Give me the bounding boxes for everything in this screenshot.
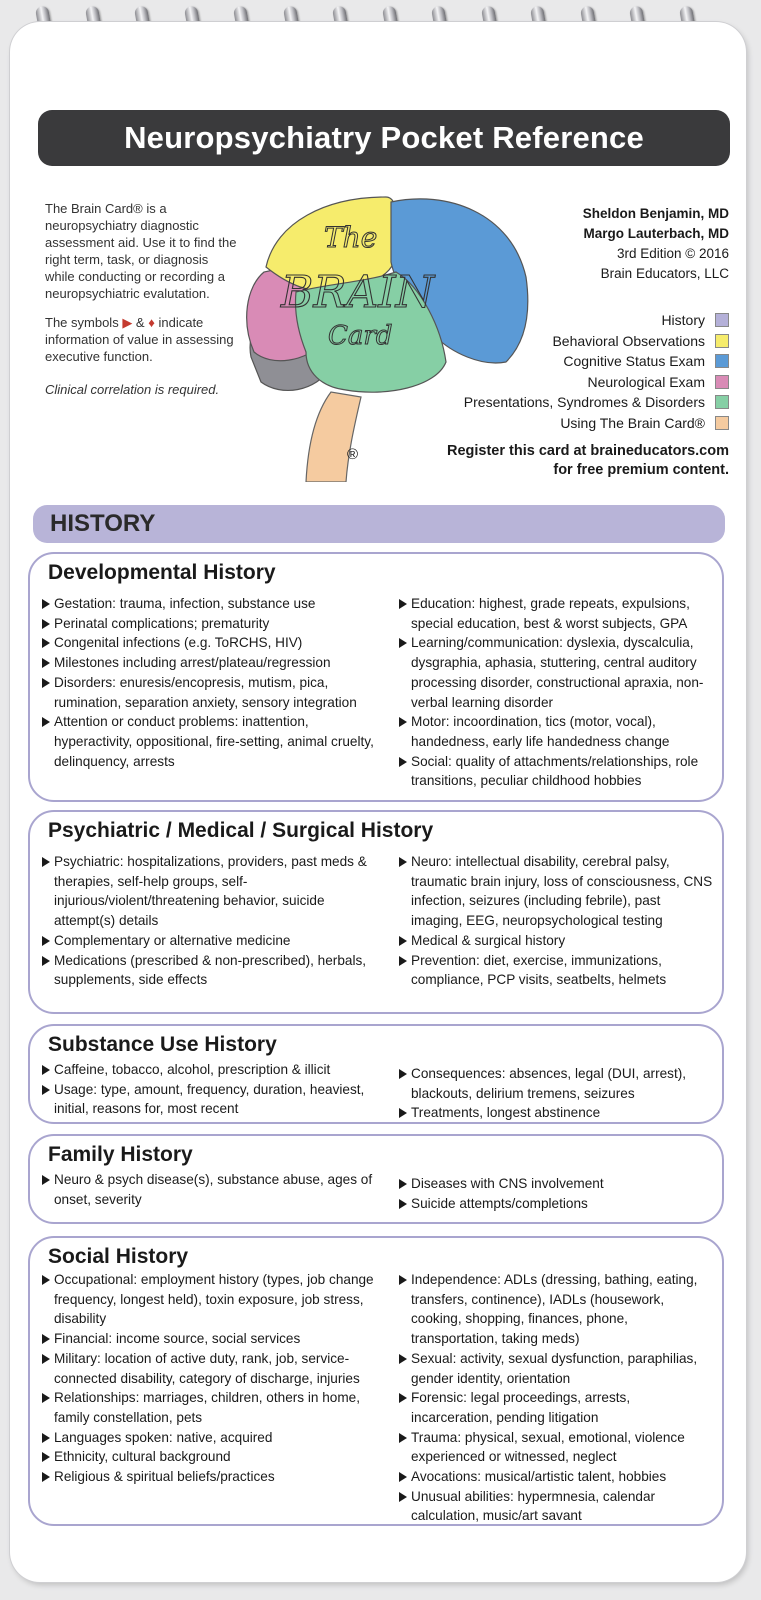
swatch-icon	[715, 313, 729, 327]
list-item: Prevention: diet, exercise, immunizations, compliance, PCP visits, seatbelts, helmets	[397, 951, 714, 990]
list-left	[40, 1060, 397, 1123]
list-item: Learning/communication: dyslexia, dyscalculia, dysgraphia, aphasia, stuttering, central auditory processing disorder, constructional apraxia, non-verbal learning disorder	[397, 633, 714, 712]
list-item: Medications (prescribed & non-prescribed), herbals, supplements, side effects	[40, 951, 385, 990]
list-item: Perinatal complications; prematurity	[40, 614, 385, 634]
list-right	[397, 594, 714, 791]
legend-behavioral: Behavioral Observations	[409, 331, 729, 352]
list-right	[397, 1060, 714, 1123]
list-item: Sexual: activity, sexual dysfunction, paraphilias, gender identity, orientation	[397, 1349, 714, 1388]
registered-mark: ®	[347, 446, 359, 463]
brain-logo-text-3: Card	[328, 321, 393, 351]
register-note: Register this card at braineducators.com for free premium content.	[446, 443, 729, 478]
social-history-box	[28, 1236, 724, 1526]
legend-neuro: Neurological Exam	[409, 372, 729, 393]
list-item: Caffeine, tobacco, alcohol, prescription & illicit	[40, 1060, 385, 1080]
intro-symbols: The symbols ▶ & ♦ indicate information of value in assessing executive function.	[45, 315, 234, 364]
list-item: Attention or conduct problems: inattention, hyperactivity, oppositional, fire-setting, animal cruelty, delinquency, arrests	[40, 712, 385, 771]
substance-history-box	[28, 1024, 724, 1124]
author-2: Margo Lauterbach, MD	[583, 226, 729, 241]
list-item: Consequences: absences, legal (DUI, arrest), blackouts, delirium tremens, seizures	[397, 1064, 714, 1103]
legend-presentations: Presentations, Syndromes & Disorders	[409, 392, 729, 413]
list-right	[397, 1170, 714, 1213]
list-item: Independence: ADLs (dressing, bathing, eating, transfers, continence), IADLs (housework, cooking, shopping, finances, phone, transportation, taking meds)	[397, 1270, 714, 1349]
legend-history: History	[409, 310, 729, 331]
list-right	[397, 1270, 714, 1526]
brain-logo-text-2: BRAIN	[281, 267, 435, 318]
publisher: Brain Educators, LLC	[600, 266, 729, 281]
developmental-history-box	[28, 552, 724, 802]
list-item: Ethnicity, cultural background	[40, 1447, 385, 1467]
box-title: Psychiatric / Medical / Surgical History	[48, 819, 434, 842]
family-history-box	[28, 1134, 724, 1224]
intro-text	[45, 200, 240, 410]
list-item: Relationships: marriages, children, others in home, family constellation, pets	[40, 1388, 385, 1427]
list-item: Trauma: physical, sexual, emotional, violence experienced or witnessed, neglect	[397, 1428, 714, 1467]
list-item: Financial: income source, social services	[40, 1329, 385, 1349]
list-item: Military: location of active duty, rank, job, service-connected disability, category of discharge, injuries	[40, 1349, 385, 1388]
list-item: Neuro & psych disease(s), substance abuse, ages of onset, severity	[40, 1170, 385, 1209]
list-item: Occupational: employment history (types, job change frequency, longest held), toxin exposure, job stress, disability	[40, 1270, 385, 1329]
list-item: Diseases with CNS involvement	[397, 1174, 714, 1194]
list-item: Avocations: musical/artistic talent, hobbies	[397, 1467, 714, 1487]
list-item: Motor: incoordination, tics (motor, vocal), handedness, early life handedness change	[397, 712, 714, 751]
list-item: Religious & spiritual beliefs/practices	[40, 1467, 385, 1487]
list-left	[40, 1270, 397, 1526]
box-title: Developmental History	[48, 561, 276, 584]
authors-block	[469, 204, 729, 284]
clinical-note: Clinical correlation is required.	[45, 382, 220, 397]
list-item: Congenital infections (e.g. ToRCHS, HIV)	[40, 633, 385, 653]
list-right	[397, 852, 714, 990]
list-item: Suicide attempts/completions	[397, 1194, 714, 1214]
box-title: Family History	[48, 1143, 193, 1166]
list-item: Social: quality of attachments/relationships, role transitions, peculiar childhood hobbies	[397, 752, 714, 791]
list-item: Disorders: enuresis/encopresis, mutism, pica, rumination, separation anxiety, sensory integration	[40, 673, 385, 712]
swatch-icon	[715, 375, 729, 389]
legend-cognitive: Cognitive Status Exam	[409, 351, 729, 372]
list-item: Milestones including arrest/plateau/regression	[40, 653, 385, 673]
list-item: Neuro: intellectual disability, cerebral palsy, traumatic brain injury, loss of consciousness, CNS infection, seizures (including febrile), past imaging, EEG, neuropsychological testing	[397, 852, 714, 931]
list-item: Unusual abilities: hypermnesia, calendar calculation, music/art savant	[397, 1487, 714, 1526]
swatch-icon	[715, 395, 729, 409]
swatch-icon	[715, 334, 729, 348]
list-item: Medical & surgical history	[397, 931, 714, 951]
swatch-icon	[715, 354, 729, 368]
box-title: Substance Use History	[48, 1033, 277, 1056]
page-title: Neuropsychiatry Pocket Reference	[38, 110, 730, 166]
diamond-symbol-icon: ♦	[148, 315, 155, 330]
list-item: Psychiatric: hospitalizations, providers, past meds & therapies, self-help groups, self-injurious/violent/threatening behavior, suicide attempt(s) details	[40, 852, 385, 931]
list-item: Languages spoken: native, acquired	[40, 1428, 385, 1448]
list-item: Forensic: legal proceedings, arrests, incarceration, pending litigation	[397, 1388, 714, 1427]
list-item: Gestation: trauma, infection, substance use	[40, 594, 385, 614]
author-1: Sheldon Benjamin, MD	[582, 206, 729, 221]
intro-description: The Brain Card® is a neuropsychiatry diagnostic assessment aid. Use it to find the right term, task, or diagnosis while conducting or recording a neuropsychiatric evalutation.	[45, 201, 237, 301]
list-item: Treatments, longest abstinence	[397, 1103, 714, 1123]
list-left	[40, 852, 397, 990]
swatch-icon	[715, 416, 729, 430]
list-left	[40, 1170, 397, 1213]
color-legend	[409, 310, 729, 433]
arrow-symbol-icon: ▶	[122, 315, 133, 330]
box-title: Social History	[48, 1245, 189, 1268]
edition: 3rd Edition © 2016	[616, 246, 729, 261]
list-item: Usage: type, amount, frequency, duration, heaviest, initial, reasons for, most recent	[40, 1080, 385, 1119]
list-item: Complementary or alternative medicine	[40, 931, 385, 951]
section-header-history: HISTORY	[33, 505, 725, 543]
psychiatric-history-box	[28, 810, 724, 1014]
list-item: Education: highest, grade repeats, expulsions, special education, best & worst subjects, GPA	[397, 594, 714, 633]
legend-using: Using The Brain Card®	[409, 413, 729, 434]
brain-logo-text-1: The	[324, 221, 378, 254]
list-left	[40, 594, 397, 791]
